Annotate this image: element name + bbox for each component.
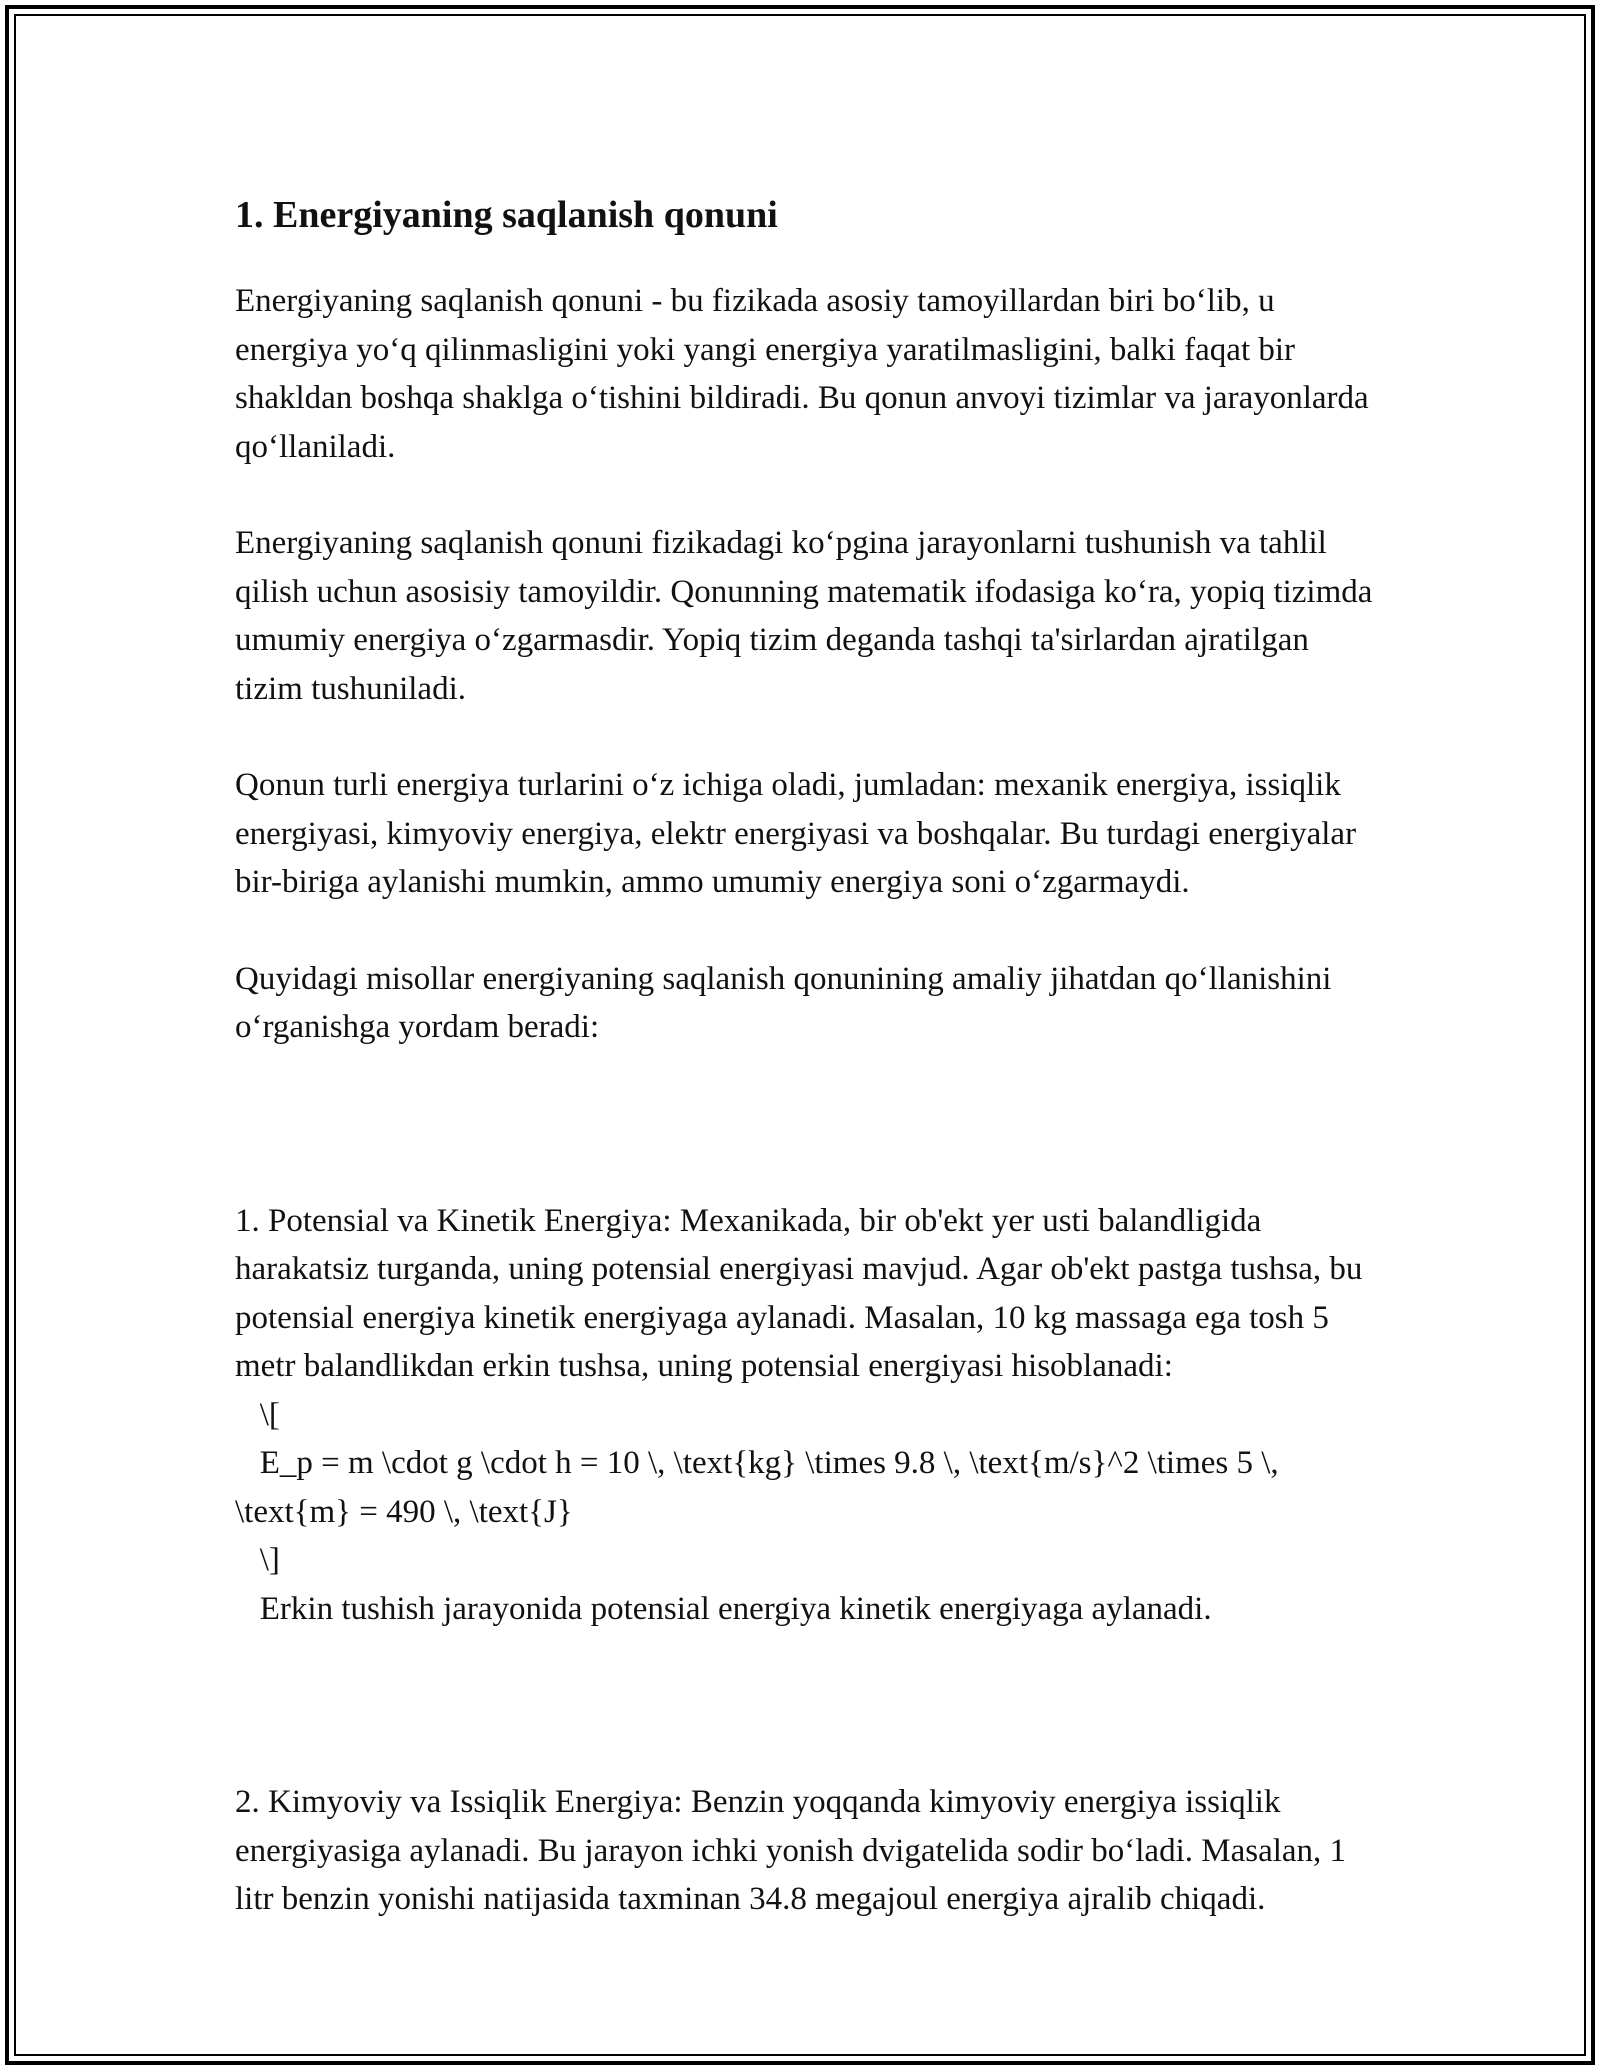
paragraph-principle: Energiyaning saqlanish qonuni fizikadagi ko‘pgina jarayonlarni tushunish va tahlil qilish uchun asosisiy tamoyildir. Qonunning matematik ifodasiga ko‘ra, yopiq tizimda umumiy energiya o‘zgarmasdir. Yopiq tizim deganda tashqi ta'sirlardan ajratilgan tizim tushuniladi. xyxy=(235,525,1381,707)
example1-text: 1. Potensial va Kinetik Energiya: Mexanikada, bir ob'ekt yer usti balandligida harakatsiz turganda, uning potensial energiyasi mavjud. Agar ob'ekt pastga tushsa, bu potensial energiya kinetik energiyaga aylanadi. Masalan, 10 kg massaga ega tosh 5 metr balandlikdan erkin tushsa, uning potensial energiyasi hisoblanadi: xyxy=(235,1202,1371,1384)
document-body xyxy=(235,180,1381,1924)
paragraph-intro: Energiyaning saqlanish qonuni - bu fizikada asosiy tamoyillardan biri bo‘lib, u energiya yo‘q qilinmasligini yoki yangi energiya yaratilmasligini, balki faqat bir shakldan boshqa shaklga o‘tishini bildiradi. Bu qonun anvoyi tizimlar va jarayonlarda qo‘llaniladi. xyxy=(235,283,1377,465)
example-chemical-thermal: 2. Kimyoviy va Issiqlik Energiya: Benzin yoqqanda kimyoviy energiya issiqlik energiyasiga aylanadi. Bu jarayon ichki yonish dvigatelida sodir bo‘ladi. Masalan, 1 litr benzin yonishi natijasida taxminan 34.8 megajoul energiya ajralib chiqadi. xyxy=(235,1784,1355,1917)
section-heading: 1. Energiyaning saqlanish qonuni xyxy=(235,194,778,236)
equation-body: E_p = m \cdot g \cdot h = 10 \, \text{kg} \times 9.8 \, \text{m/s}^2 \times 5 \, \text{m} = 490 \, \text{J} xyxy=(235,1445,1287,1530)
equation-close: \] xyxy=(235,1542,280,1578)
equation-open: \[ xyxy=(235,1396,280,1433)
paragraph-examples-intro: Quyidagi misollar energiyaning saqlanish qonunining amaliy jihatdan qo‘llanishini o‘rganishga yordam beradi: xyxy=(235,960,1340,1045)
example1-conclusion: Erkin tushish jarayonida potensial energiya kinetik energiyaga aylanadi. xyxy=(235,1590,1212,1627)
example-potential-kinetic xyxy=(235,1100,1375,1731)
paragraph-energy-types: Qonun turli energiya turlarini o‘z ichiga oladi, jumladan: mexanik energiya, issiqlik energiyasi, kimyoviy energiya, elektr energiyasi va boshqalar. Bu turdagi energiyalar bir-biriga aylanishi mumkin, ammo umumiy energiya soni o‘zgarmaydi. xyxy=(235,767,1365,900)
